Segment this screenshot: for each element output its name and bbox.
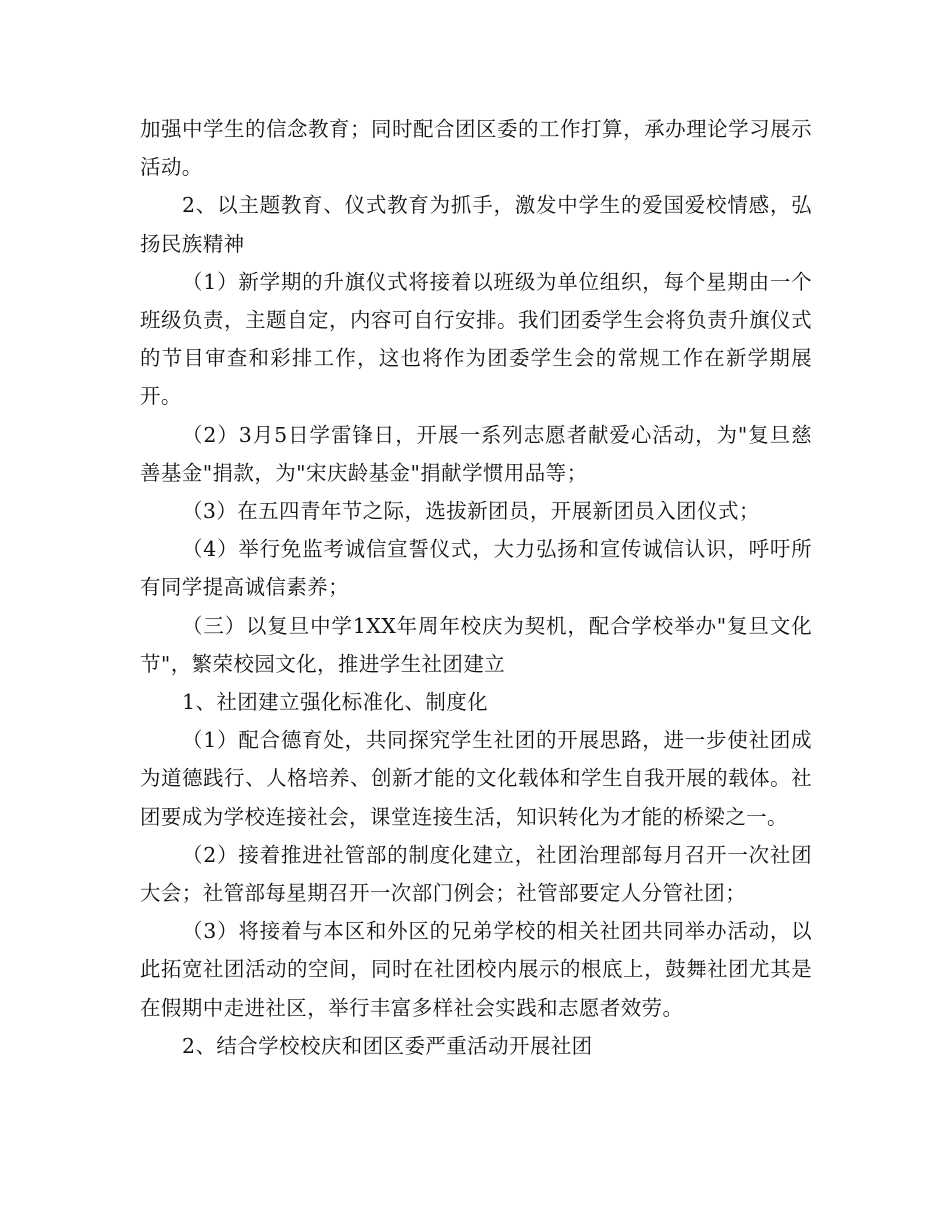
- paragraph-continuation: 加强中学生的信念教育；同时配合团区委的工作打算，承办理论学习展示活动。: [140, 117, 812, 180]
- paragraph-item-2-theme-education: 2、以主题教育、仪式教育为抓手，激发中学生的爱国爱校情感，弘扬民族精神: [140, 193, 812, 256]
- paragraph-item-2-anniversary: 2、结合学校校庆和团区委严重活动开展社团: [182, 1033, 593, 1058]
- paragraph-club-management: （2）接着推进社管部的制度化建立，社团治理部每月召开一次社团大会；社管部每星期召开一次部门例会；社管部要定人分管社团；: [140, 842, 812, 906]
- paragraph-joint-activities: （3）将接着与本区和外区的兄弟学校的相关社团共同举办活动，以此拓宽社团活动的空间，同时在社团校内展示的根底上，鼓舞社团尤其是在假期中走进社区，举行丰富多样社会实践和志愿者效劳。: [140, 919, 812, 1020]
- paragraph-moral-education: （1）配合德育处，共同探究学生社团的开展思路，进一步使社团成为道德践行、人格培养、创新才能的文化载体和学生自我开展的载体。社团要成为学校连接社会，课堂连接生活，知识转化为才能的桥梁之一。: [140, 728, 812, 829]
- paragraph-integrity-oath: （4）举行免监考诚信宣誓仪式，大力弘扬和宣传诚信认识，呼吁所有同学提高诚信素养；: [140, 537, 812, 600]
- document-body: [140, 110, 812, 1065]
- paragraph-item-1-club-standardization: 1、社团建立强化标准化、制度化: [182, 690, 489, 715]
- paragraph-lei-feng-day: （2）3月5日学雷锋日，开展一系列志愿者献爱心活动，为"复旦慈善基金"捐款，为"宋庆龄基金"捐献学惯用品等；: [140, 422, 812, 485]
- paragraph-youth-day: （3）在五四青年节之际，选拔新团员，开展新团员入团仪式；: [182, 499, 760, 524]
- section-heading-three: （三）以复旦中学1XX年周年校庆为契机，配合学校举办"复旦文化节"，繁荣校园文化，推进学生社团建立: [140, 613, 812, 676]
- paragraph-flag-ceremony: （1）新学期的升旗仪式将接着以班级为单位组织，每个星期由一个班级负责，主题自定，内容可自行安排。我们团委学生会将负责升旗仪式的节目审查和彩排工作，这也将作为团委学生会的常规工作在新学期展开。: [140, 269, 812, 409]
